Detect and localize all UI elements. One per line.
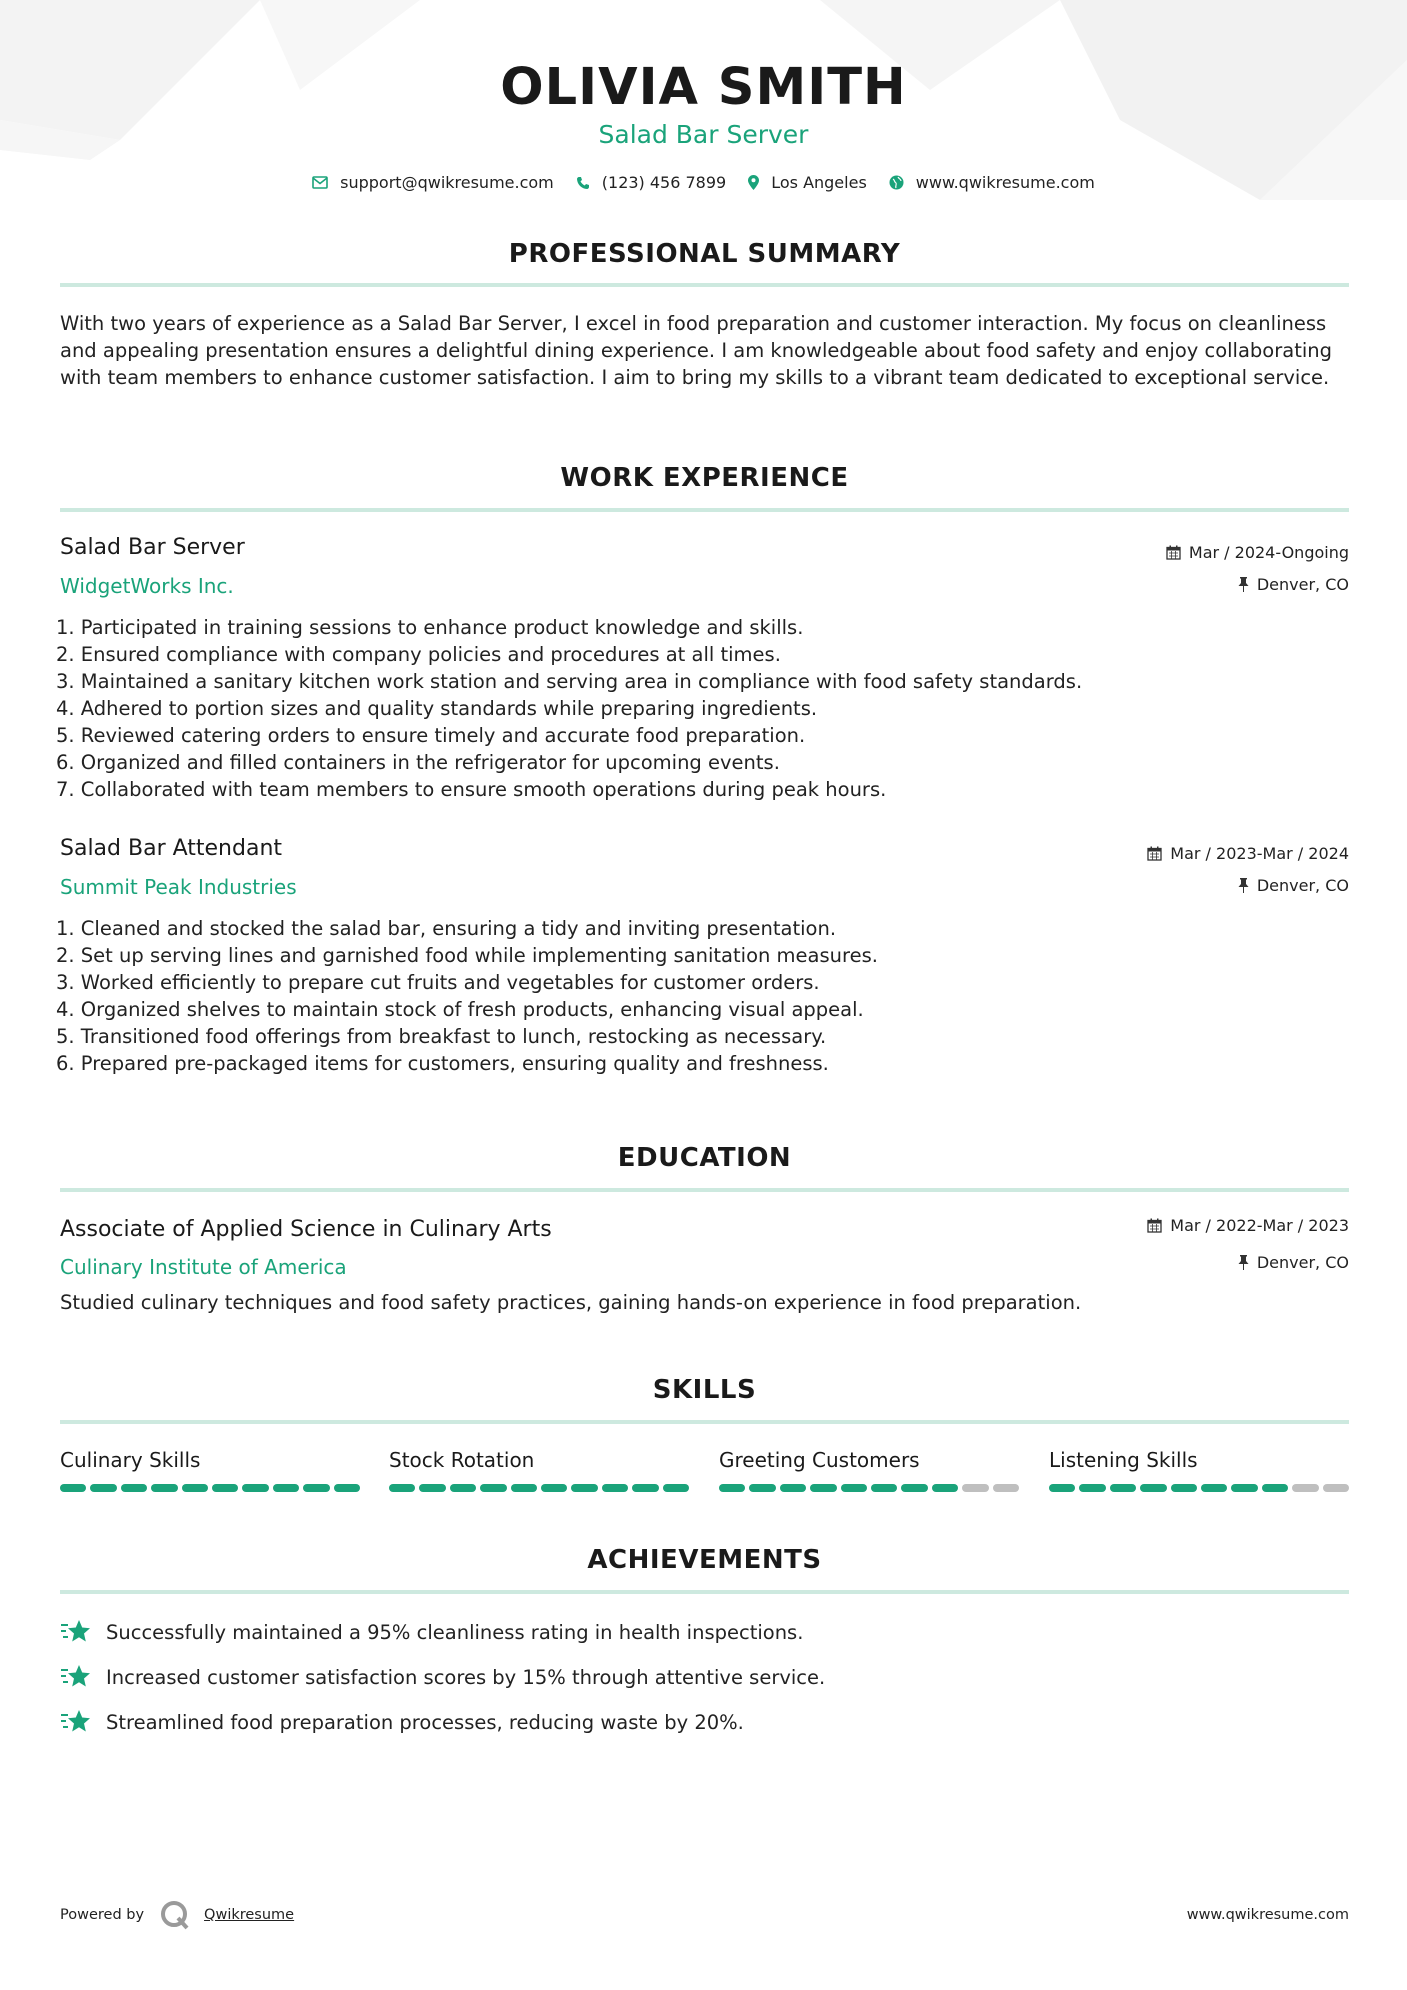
skill-segment (151, 1484, 177, 1492)
education-location-text: Denver, CO (1256, 1253, 1349, 1272)
contact-website[interactable] (889, 173, 1095, 192)
pushpin-icon (1238, 577, 1249, 592)
skill-segment (962, 1484, 988, 1492)
candidate-name: OLIVIA SMITH (500, 58, 907, 117)
skill-segment (993, 1484, 1019, 1492)
skill-segment (780, 1484, 806, 1492)
calendar-icon (1147, 846, 1162, 861)
job-location (1238, 876, 1349, 895)
list-item: 5. Reviewed catering orders to ensure timely and accurate food preparation. (56, 724, 806, 747)
skill-segment (90, 1484, 116, 1492)
experience-heading: WORK EXPERIENCE (560, 463, 849, 493)
summary-heading: PROFESSIONAL SUMMARY (508, 239, 901, 269)
summary-divider (60, 283, 1349, 287)
star-icon (60, 1708, 92, 1736)
list-item: 3. Maintained a sanitary kitchen work station and serving area in compliance with food safety standards. (56, 670, 1083, 693)
achievement-text: Streamlined food preparation processes, reducing waste by 20%. (106, 1710, 744, 1734)
skill-segment (182, 1484, 208, 1492)
job-location-text: Denver, CO (1256, 575, 1349, 594)
job-company: WidgetWorks Inc. (60, 574, 234, 598)
globe-icon (889, 175, 904, 190)
summary-text: With two years of experience as a Salad Bar Server, I excel in food preparation and customer interaction. My focus on cleanliness and appealing presentation ensures a delightful dining experience. I am knowledgeable about food safety and enjoy collaborating with team members to enhance customer satisfaction. I aim to bring my skills to a vibrant team dedicated to exceptional service. (60, 312, 1333, 389)
candidate-role: Salad Bar Server (598, 120, 809, 149)
list-item: 6. Organized and filled containers in the refrigerator for upcoming events. (56, 751, 780, 774)
achievements-divider (60, 1590, 1349, 1594)
skill-segment (810, 1484, 836, 1492)
skill-name: Culinary Skills (60, 1448, 201, 1472)
skill-segment (419, 1484, 445, 1492)
skill-segment (932, 1484, 958, 1492)
achievement-item (60, 1708, 744, 1736)
skill-segment (1262, 1484, 1288, 1492)
skills-heading: SKILLS (652, 1375, 757, 1405)
skill-segment (450, 1484, 476, 1492)
education-dates-text: Mar / 2022-Mar / 2023 (1170, 1216, 1349, 1235)
footer-url[interactable]: www.qwikresume.com (1186, 1907, 1349, 1923)
skill-name: Listening Skills (1049, 1448, 1198, 1472)
education-school: Culinary Institute of America (60, 1255, 347, 1279)
skill-segment (60, 1484, 86, 1492)
skill-segment (901, 1484, 927, 1492)
contact-phone[interactable] (576, 173, 726, 192)
contact-bar (0, 173, 1407, 192)
list-item: 1. Participated in training sessions to enhance product knowledge and skills. (56, 616, 804, 639)
skill-segment (480, 1484, 506, 1492)
skill-segment (334, 1484, 360, 1492)
map-pin-icon (748, 175, 759, 190)
skill-item (719, 1448, 1019, 1492)
contact-website-text: www.qwikresume.com (915, 173, 1095, 192)
experience-divider (60, 508, 1349, 512)
skill-segment (663, 1484, 689, 1492)
list-item: 6. Prepared pre-packaged items for customers, ensuring quality and freshness. (56, 1052, 829, 1075)
list-item: 5. Transitioned food offerings from breakfast to lunch, restocking as necessary. (56, 1025, 827, 1048)
skill-segment (632, 1484, 658, 1492)
skill-name: Stock Rotation (389, 1448, 535, 1472)
skill-level-bar (389, 1484, 689, 1492)
education-divider (60, 1188, 1349, 1192)
job-title: Salad Bar Attendant (60, 836, 283, 861)
skill-segment (511, 1484, 537, 1492)
star-icon (60, 1663, 92, 1691)
job-dates-text: Mar / 2023-Mar / 2024 (1170, 844, 1349, 863)
calendar-icon (1166, 545, 1181, 560)
skill-segment (242, 1484, 268, 1492)
skill-segment (1079, 1484, 1105, 1492)
education-degree: Associate of Applied Science in Culinary Arts (60, 1217, 552, 1242)
education-description: Studied culinary techniques and food safety practices, gaining hands-on experience in food preparation. (60, 1291, 1082, 1314)
list-item: 7. Collaborated with team members to ensure smooth operations during peak hours. (56, 778, 887, 801)
achievement-item (60, 1618, 803, 1646)
job-company: Summit Peak Industries (60, 875, 297, 899)
skill-segment (1231, 1484, 1257, 1492)
skill-segment (571, 1484, 597, 1492)
education-dates (1147, 1216, 1349, 1235)
qwikresume-link[interactable]: Qwikresume (204, 1907, 295, 1923)
list-item: 3. Worked efficiently to prepare cut fruits and vegetables for customer orders. (56, 971, 820, 994)
job-dates (1147, 844, 1349, 863)
skill-segment (602, 1484, 628, 1492)
list-item: 4. Adhered to portion sizes and quality standards while preparing ingredients. (56, 697, 818, 720)
skill-segment (1201, 1484, 1227, 1492)
contact-phone-text: (123) 456 7899 (601, 173, 727, 192)
job-title: Salad Bar Server (60, 535, 245, 560)
contact-location (748, 173, 867, 192)
job-duties-list (56, 614, 1336, 803)
skill-segment (749, 1484, 775, 1492)
achievement-item (60, 1663, 825, 1691)
skill-segment (1110, 1484, 1136, 1492)
skill-segment (273, 1484, 299, 1492)
education-heading: EDUCATION (617, 1143, 792, 1173)
skill-segment (212, 1484, 238, 1492)
qwikresume-logo-icon (160, 1900, 190, 1930)
skill-segment (121, 1484, 147, 1492)
star-icon (60, 1618, 92, 1646)
job-location-text: Denver, CO (1256, 876, 1349, 895)
skill-item (1049, 1448, 1349, 1492)
contact-email-text: support@qwikresume.com (340, 173, 554, 192)
skill-level-bar (60, 1484, 360, 1492)
skills-divider (60, 1420, 1349, 1424)
skill-segment (303, 1484, 329, 1492)
job-location (1238, 575, 1349, 594)
contact-email[interactable] (312, 173, 554, 192)
powered-by-label: Powered by (60, 1907, 145, 1923)
achievements-heading: ACHIEVEMENTS (587, 1545, 822, 1575)
list-item: 2. Ensured compliance with company policies and procedures at all times. (56, 643, 781, 666)
list-item: 4. Organized shelves to maintain stock of fresh products, enhancing visual appeal. (56, 998, 864, 1021)
envelope-icon (312, 176, 328, 189)
skill-item (389, 1448, 689, 1492)
skill-segment (1140, 1484, 1166, 1492)
skill-segment (1292, 1484, 1318, 1492)
list-item: 1. Cleaned and stocked the salad bar, ensuring a tidy and inviting presentation. (56, 917, 837, 940)
education-location (1238, 1253, 1349, 1272)
skill-segment (719, 1484, 745, 1492)
pushpin-icon (1238, 1255, 1249, 1270)
skill-level-bar (719, 1484, 1019, 1492)
skill-segment (1323, 1484, 1349, 1492)
skill-segment (871, 1484, 897, 1492)
job-duties-list (56, 915, 1336, 1077)
footer-powered-by (60, 1900, 294, 1930)
phone-icon (576, 176, 590, 190)
achievement-text: Successfully maintained a 95% cleanliness rating in health inspections. (106, 1620, 804, 1644)
skill-level-bar (1049, 1484, 1349, 1492)
job-dates (1166, 543, 1349, 562)
list-item: 2. Set up serving lines and garnished food while implementing sanitation measures. (56, 944, 878, 967)
skill-name: Greeting Customers (719, 1448, 920, 1472)
pushpin-icon (1238, 878, 1249, 893)
skill-segment (1171, 1484, 1197, 1492)
calendar-icon (1147, 1218, 1162, 1233)
skill-segment (389, 1484, 415, 1492)
skill-segment (1049, 1484, 1075, 1492)
skill-segment (841, 1484, 867, 1492)
skill-item (60, 1448, 360, 1492)
job-dates-text: Mar / 2024-Ongoing (1188, 543, 1349, 562)
achievement-text: Increased customer satisfaction scores by 15% through attentive service. (106, 1665, 826, 1689)
skill-segment (541, 1484, 567, 1492)
contact-location-text: Los Angeles (771, 173, 867, 192)
